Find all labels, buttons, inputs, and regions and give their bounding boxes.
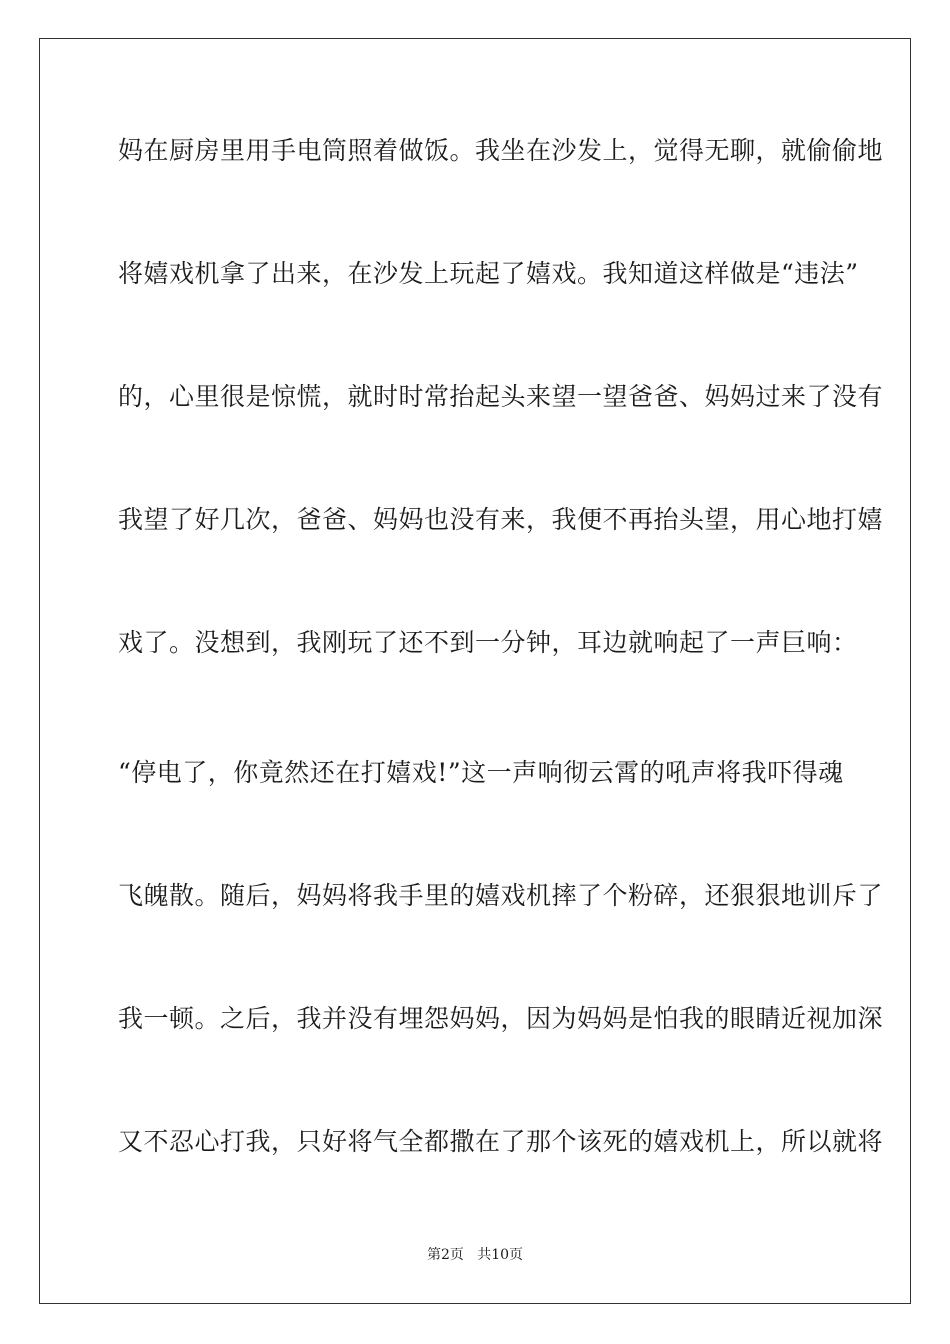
text-line-3: 的，心里很是惊慌，就时时常抬起头来望一望爸爸、妈妈过来了没有: [118, 382, 884, 411]
text-line-1: 妈在厨房里用手电筒照着做饭。我坐在沙发上，觉得无聊，就偷偷地: [118, 136, 884, 165]
text-line-8: 我一顿。之后，我并没有埋怨妈妈，因为妈妈是怕我的眼睛近视加深: [118, 1004, 884, 1033]
text-line-5: 戏了。没想到，我刚玩了还不到一分钟，耳边就响起了一声巨响：: [118, 628, 858, 657]
text-line-9: 又不忍心打我，只好将气全都撒在了那个该死的嬉戏机上，所以就将: [118, 1127, 884, 1156]
text-line-6: “停电了，你竟然还在打嬉戏!”这一声响彻云霄的吼声将我吓得魂: [118, 758, 844, 787]
text-line-7: 飞魄散。随后，妈妈将我手里的嬉戏机摔了个粉碎，还狠狠地训斥了: [118, 881, 884, 910]
text-line-4: 我望了好几次，爸爸、妈妈也没有来，我便不再抬头望，用心地打嬉: [118, 505, 884, 534]
page-border: [39, 38, 911, 1304]
page-number-footer: 第2页 共10页: [426, 1247, 524, 1263]
text-line-2: 将嬉戏机拿了出来，在沙发上玩起了嬉戏。我知道这样做是“违法”: [118, 259, 859, 288]
